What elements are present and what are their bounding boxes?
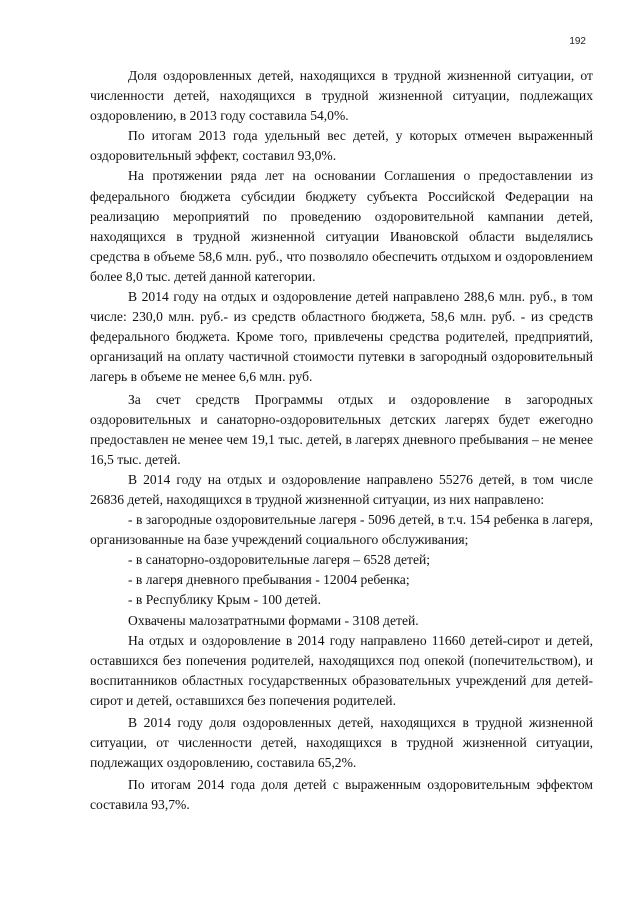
paragraph-5: За счет средств Программы отдых и оздоровление в загородных оздоровительных и санаторно-оздоровительных детских лагерях будет ежегодно предоставлен не менее чем 19,1 тыс. детей, в лагерях дневного пребывания – не менее 16,5 тыс. детей. xyxy=(90,391,593,467)
list-item-country-camps: - в загородные оздоровительные лагеря - 5096 детей, в т.ч. 154 ребенка в лагеря, организованные на базе учреждений социального обслуживания; xyxy=(90,512,593,548)
paragraph-2014-effect: По итогам 2014 года доля детей с выраженным оздоровительным эффектом составила 93,7%. xyxy=(90,777,593,813)
list-item-day-camps: - в лагеря дневного пребывания - 12004 ребенка; xyxy=(128,572,410,588)
page-number: 192 xyxy=(569,36,586,47)
paragraph-6: В 2014 году на отдых и оздоровление направлено 55276 детей, в том числе 26836 детей, находящихся в трудной жизненной ситуации, из них направлено: xyxy=(90,471,593,507)
document-body xyxy=(90,66,593,815)
paragraph-orphans: На отдых и оздоровление в 2014 году направлено 11660 детей-сирот и детей, оставшихся без попечения родителей, находящихся под опекой (попечительством), и воспитанников областных государственных образовательных учреждений для детей-сирот и детей, оставшихся без попечения родителей. xyxy=(90,632,593,708)
paragraph-2: По итогам 2013 года удельный вес детей, у которых отмечен выраженный оздоровительный эффект, составил 93,0%. xyxy=(90,128,593,164)
paragraph-2014-share: В 2014 году доля оздоровленных детей, находящихся в трудной жизненной ситуации, от численности детей, находящихся в трудной жизненной ситуации, подлежащих оздоровлению, составила 65,2%. xyxy=(90,715,593,771)
paragraph-4: В 2014 году на отдых и оздоровление детей направлено 288,6 млн. руб., в том числе: 230,0 млн. руб.- из средств областного бюджета, 58,6 млн. руб. - из средств федерального бюджета. Кроме того, привлечены средства родителей, предприятий, организаций на оплату частичной стоимости путевки в загородный оздоровительный лагерь в объеме не менее 6,6 млн. руб. xyxy=(90,289,593,385)
list-item-crimea: - в Республику Крым - 100 детей. xyxy=(128,592,321,608)
list-item-sanatorium-camps: - в санаторно-оздоровительные лагеря – 6528 детей; xyxy=(128,552,431,568)
paragraph-low-cost-forms: Охвачены малозатратными формами - 3108 детей. xyxy=(128,612,419,628)
paragraph-1: Доля оздоровленных детей, находящихся в трудной жизненной ситуации, от численности детей, находящихся в трудной жизненной ситуации, подлежащих оздоровлению, в 2013 году составила 54,0%. xyxy=(90,68,593,124)
paragraph-3: На протяжении ряда лет на основании Соглашения о предоставлении из федерального бюджета субсидии бюджету субъекта Российской Федерации на реализацию мероприятий по проведению оздоровительной кампании детей, находящихся в трудной жизненной ситуации Ивановской области выделялись средства в объеме 58,6 млн. руб., что позволяло обеспечить отдыхом и оздоровлением более 8,0 тыс. детей данной категории. xyxy=(90,168,593,284)
